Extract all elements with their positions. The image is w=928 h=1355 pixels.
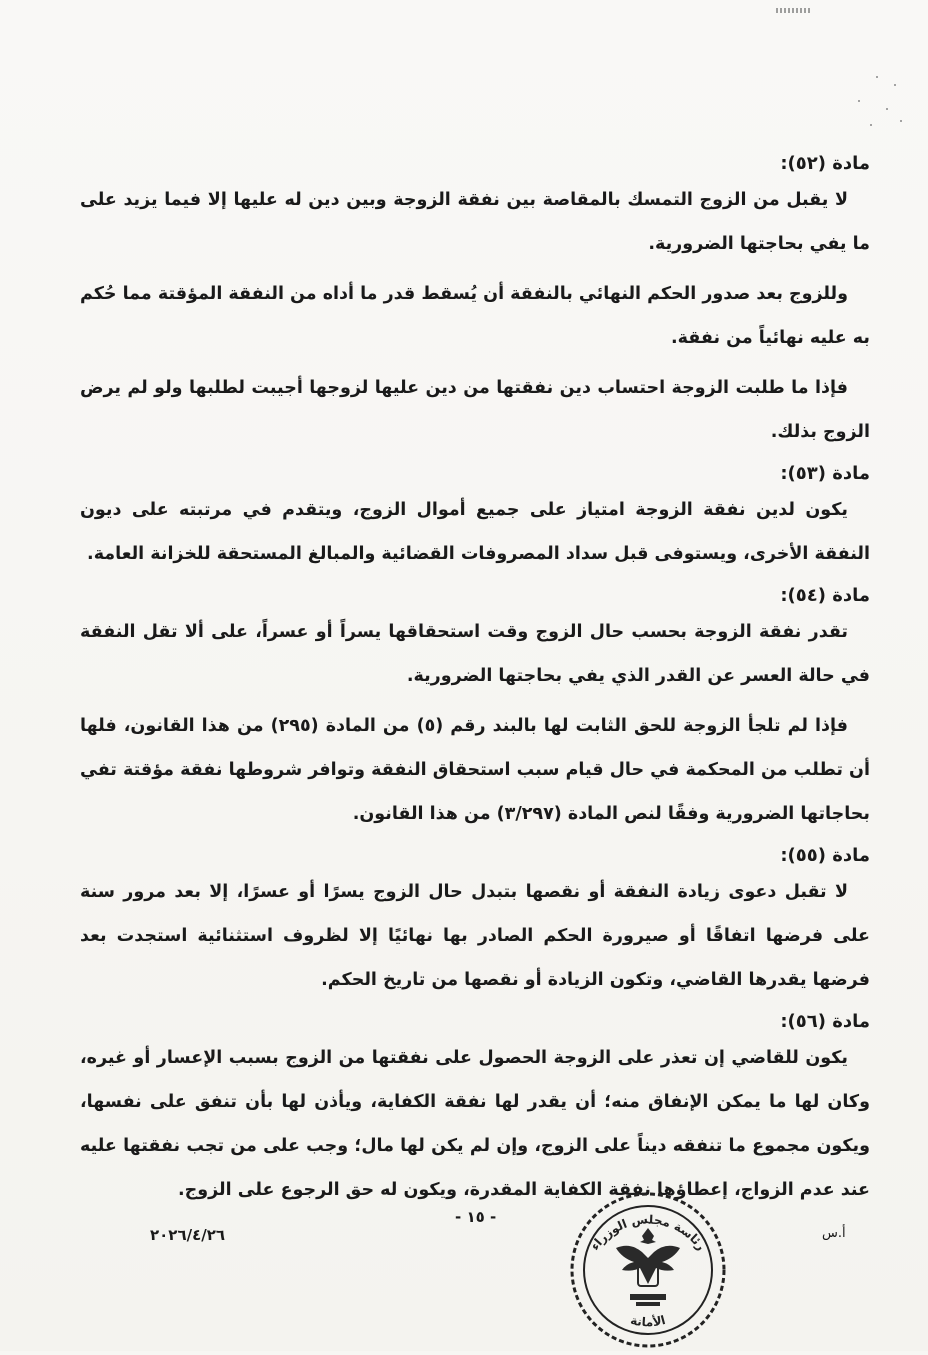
page-number: - ١٥ - [455, 1208, 497, 1226]
article-55 [80, 842, 870, 1002]
article-paragraph: وللزوج بعد صدور الحكم النهائي بالنفقة أن يُسقط قدر ما أداه من النفقة المؤقتة مما حُكم به عليه نهائياً من نفقة. [80, 284, 870, 348]
article-heading: مادة (٥٣): [780, 463, 870, 484]
article-paragraph: فإذا ما طلبت الزوجة احتساب دين نفقتها من دين عليها لزوجها أجيبت لطلبها ولو لم يرض الزوج بذلك. [80, 378, 870, 442]
scan-specks [838, 70, 908, 140]
eagle-emblem-icon [616, 1228, 680, 1306]
article-paragraph: لا تقبل دعوى زيادة النفقة أو نقصها بتبدل حال الزوج يسرًا أو عسرًا، إلا بعد مرور سنة على فرضها اتفاقًا أو صيرورة الحكم الصادر بها نهائيًا إلا لظروف استثنائية استجدت بعد فرضها يقدرها القاضي، وتكون الزيادة أو نقصها من تاريخ الحكم. [80, 882, 870, 990]
typist-initials: أ.س [822, 1226, 846, 1241]
article-paragraph: يكون لدين نفقة الزوجة امتياز على جميع أموال الزوج، ويتقدم في مرتبته على ديون النفقة الأخرى، ويستوفى قبل سداد المصروفات القضائية والمبالغ المستحقة للخزانة العامة. [80, 500, 870, 564]
scan-mark [776, 8, 810, 13]
article-56 [80, 1008, 870, 1212]
article-heading: مادة (٥٤): [780, 585, 870, 606]
article-52 [80, 150, 870, 454]
document-body [80, 150, 870, 1218]
seal-top-text: رئاسة مجلس الوزراء [587, 1212, 709, 1253]
article-paragraph: فإذا لم تلجأ الزوجة للحق الثابت لها بالبند رقم (٥) من المادة (٢٩٥) من هذا القانون، فلها أن تطلب من المحكمة في حال قيام سبب استحقاق النفقة وتوافر شروطها نفقة مؤقتة تفي بحاجاتها الضرورية وفقًا لنص المادة (٣/٢٩٧) من هذا القانون. [80, 716, 870, 824]
article-heading: مادة (٥٦): [780, 1011, 870, 1032]
article-54 [80, 582, 870, 836]
seal-graphic [566, 1170, 726, 1351]
official-seal [566, 1170, 726, 1351]
article-heading: مادة (٥٢): [780, 153, 870, 174]
article-paragraph: لا يقبل من الزوج التمسك بالمقاصة بين نفقة الزوجة وبين دين له عليها إلا فيما يزيد على ما يفي بحاجتها الضرورية. [80, 190, 870, 254]
article-heading: مادة (٥٥): [780, 845, 870, 866]
document-date: ٢٠٢٦/٤/٢٦ [150, 1226, 226, 1244]
article-paragraph: يكون للقاضي إن تعذر على الزوجة الحصول على نفقتها من الزوج بسبب الإعسار أو غيره، وكان لها ما يمكن الإنفاق منه؛ أن يقدر لها نفقة الكفاية، ويأذن لها بأن تنفق على نفسها، ويكون مجموع ما تنفقه ديناً على الزوج، وإن لم يكن لها مال؛ وجب على من تجب نفقتها عليه عند عدم الزواج، إعطاؤها نفقة الكفاية المقدرة، ويكون له حق الرجوع على الزوج. [80, 1048, 870, 1200]
seal-bottom-text: الأمانة [629, 1312, 667, 1330]
article-paragraph: تقدر نفقة الزوجة بحسب حال الزوج وقت استحقاقها يسراً أو عسراً، على ألا تقل النفقة في حالة العسر عن القدر الذي يفي بحاجتها الضرورية. [80, 622, 870, 686]
article-53 [80, 460, 870, 576]
